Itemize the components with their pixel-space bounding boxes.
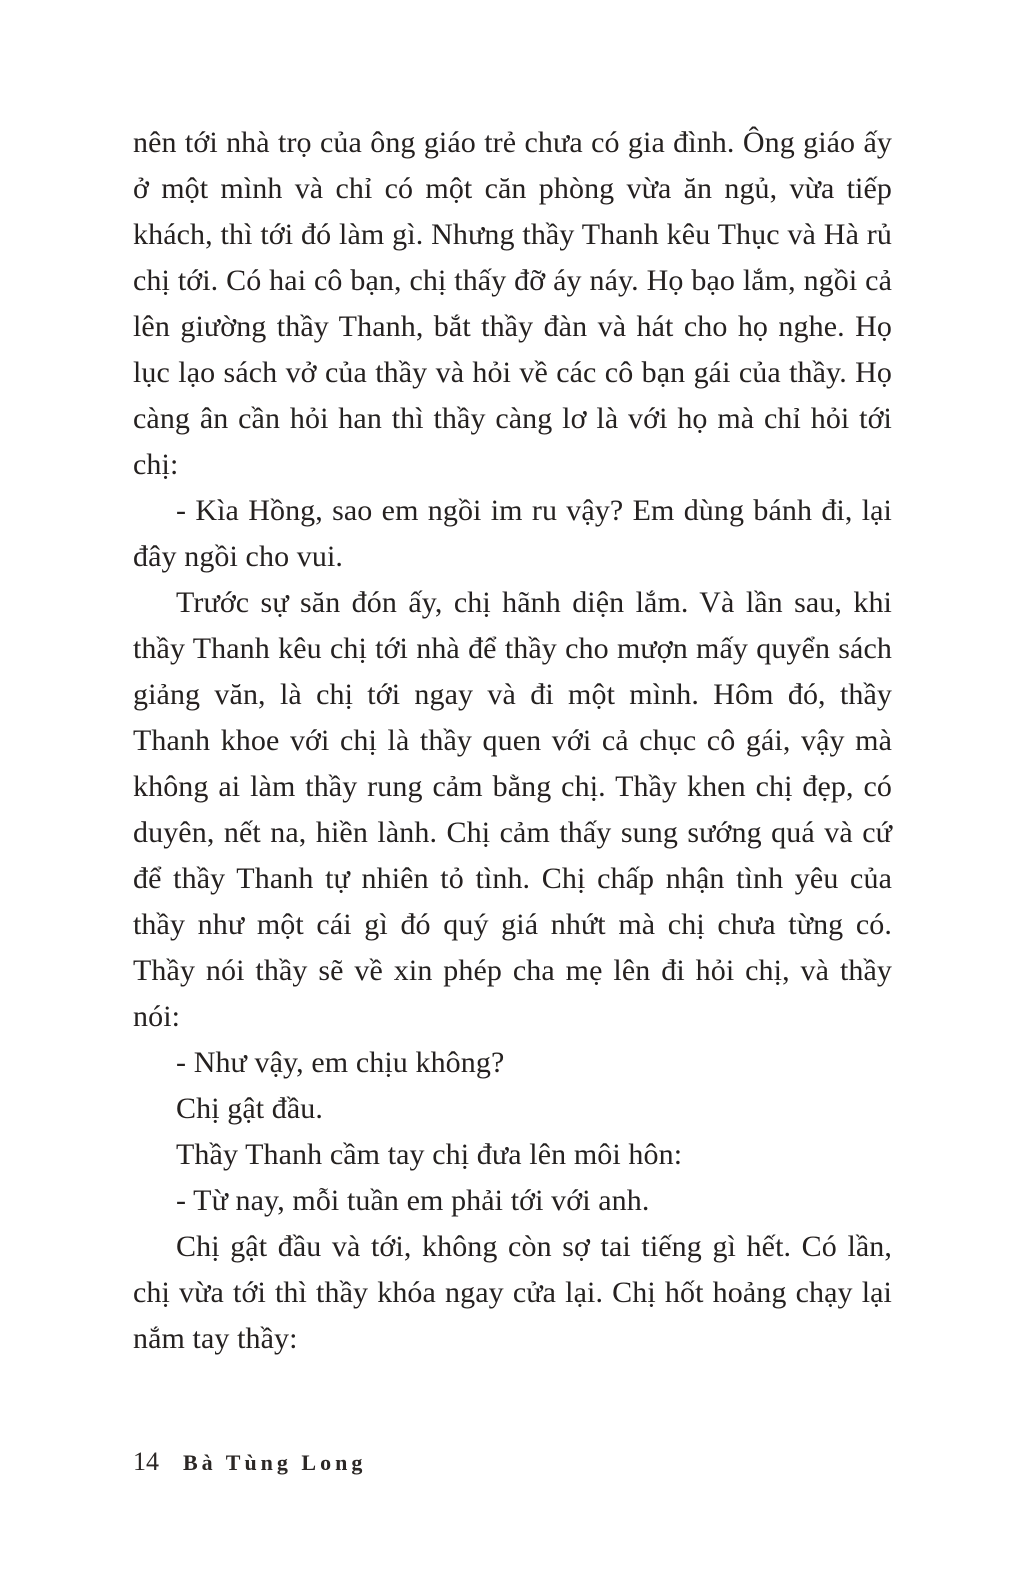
page-footer xyxy=(133,1447,366,1477)
dialogue-paragraph: - Từ nay, mỗi tuần em phải tới với anh. xyxy=(176,1184,650,1217)
body-paragraph: Thầy Thanh cầm tay chị đưa lên môi hôn: xyxy=(176,1138,683,1171)
page-number: 14 xyxy=(133,1447,159,1476)
body-paragraph: Chị gật đầu và tới, không còn sợ tai tiếng gì hết. Có lần, chị vừa tới thì thầy khóa ngay cửa lại. Chị hốt hoảng chạy lại nắm tay thầy: xyxy=(133,1230,892,1355)
page-text-block xyxy=(133,120,892,1362)
body-paragraph: Chị gật đầu. xyxy=(176,1092,324,1125)
author-name: Bà Tùng Long xyxy=(183,1450,367,1475)
body-paragraph: Trước sự săn đón ấy, chị hãnh diện lắm. Và lần sau, khi thầy Thanh kêu chị tới nhà để thầy cho mượn mấy quyển sách giảng văn, là chị tới ngay và đi một mình. Hôm đó, thầy Thanh khoe với chị là thầy quen với cả chục cô gái, vậy mà không ai làm thầy rung cảm bằng chị. Thầy khen chị đẹp, có duyên, nết na, hiền lành. Chị cảm thấy sung sướng quá và cứ để thầy Thanh tự nhiên tỏ tình. Chị chấp nhận tình yêu của thầy như một cái gì đó quý giá nhứt mà chị chưa từng có. Thầy nói thầy sẽ về xin phép cha mẹ lên đi hỏi chị, và thầy nói: xyxy=(133,586,892,1033)
body-paragraph: nên tới nhà trọ của ông giáo trẻ chưa có gia đình. Ông giáo ấy ở một mình và chỉ có một căn phòng vừa ăn ngủ, vừa tiếp khách, thì tới đó làm gì. Nhưng thầy Thanh kêu Thục và Hà rủ chị tới. Có hai cô bạn, chị thấy đỡ áy náy. Họ bạo lắm, ngồi cả lên giường thầy Thanh, bắt thầy đàn và hát cho họ nghe. Họ lục lạo sách vở của thầy và hỏi về các cô bạn gái của thầy. Họ càng ân cần hỏi han thì thầy càng lơ là với họ mà chỉ hỏi tới chị: xyxy=(133,126,892,481)
dialogue-paragraph: - Kìa Hồng, sao em ngồi im ru vậy? Em dùng bánh đi, lại đây ngồi cho vui. xyxy=(133,494,892,573)
dialogue-paragraph: - Như vậy, em chịu không? xyxy=(176,1046,505,1079)
